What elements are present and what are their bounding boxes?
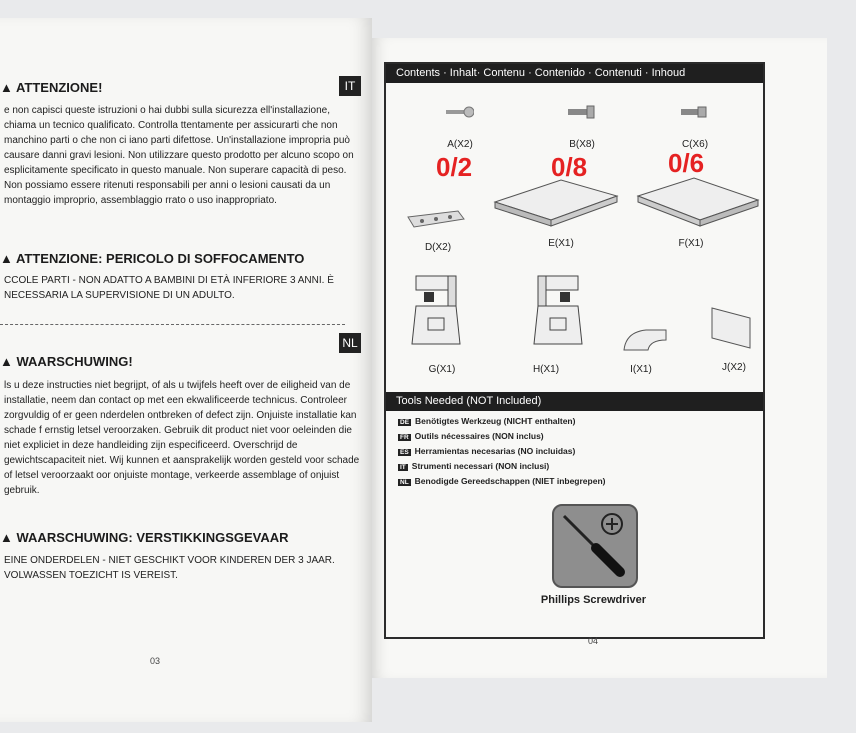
part-label-b: B(X8) (569, 139, 595, 150)
part-label-e: E(X1) (548, 238, 574, 249)
part-count-c: 0/6 (668, 148, 705, 178)
warning-triangle-icon: ▲ (0, 251, 16, 266)
clamp-h-icon (526, 274, 586, 354)
choking-body-it: CCOLE PARTI - NON ADATTO A BAMBINI DI ETÀ INFERIORE 3 ANNI. È NECESSARIA LA SUPERVISIONE DI UN ADULTO. (4, 275, 334, 301)
panel-e-icon (491, 174, 621, 234)
panel-f-icon (634, 174, 764, 234)
choking-heading-it: ▲ ATTENZIONE: PERICOLO DI SOFFOCAMENTO (0, 251, 305, 266)
tools-header: Tools Needed (NOT Included) (386, 392, 763, 411)
part-label-i: I(X1) (630, 364, 652, 375)
warning-heading-it: ▲ ATTENZIONE! (0, 80, 103, 95)
choking-heading-nl: ▲ WAARSCHUWING: VERSTIKKINGSGEVAAR (0, 530, 289, 545)
pad-j-icon (706, 304, 756, 354)
warning-body-nl: ls u deze instructies niet begrijpt, of als u twijfels heeft over de eiligheid van de installatie, neem dan contact op met een ekwalificeerde technicus. Controleer zorgvuldig of er geen nderdelen ontbreken of defect zijn. Onjuiste installatie kan schade f ernstig letsel veroorzaken. Gebruik dit product niet voor oeleinden die niet expliciet in deze handleiding zijn especiﬁceerd. Overschrijd de gewichtscapaciteit niet. Wij kunnen et aansprakelijk worden gesteld voor schade of letsel veroorzaakt oor onjuiste montage, verkeerde assemblage of onjuist gebruik. (4, 380, 360, 496)
part-count-b: 0/8 (551, 152, 588, 182)
page-number-left: 03 (150, 656, 161, 666)
warning-triangle-icon: ▲ (0, 530, 17, 545)
page-number-right: 04 (588, 636, 599, 646)
part-label-g: G(X1) (428, 364, 456, 375)
tools-line-fr: FR Outils nécessaires (NON inclus) (400, 431, 544, 441)
contents-frame (384, 62, 765, 639)
choking-body-nl: EINE ONDERDELEN - NIET GESCHIKT VOOR KINDEREN DER 3 JAAR. VOLWASSEN TOEZICHT IS VEREIST. (4, 555, 335, 581)
screwdriver-tile (552, 504, 638, 588)
tools-line-it: IT Strumenti necessari (NON inclusi) (400, 461, 550, 471)
right-manual-page (372, 38, 827, 678)
tools-line-es: ES Herramientas necesarias (NO incluidas) (400, 446, 576, 456)
warning-triangle-icon: ▲ (0, 80, 16, 95)
screw-a-icon (444, 104, 474, 120)
part-label-c: C(X6) (681, 139, 709, 150)
plate-d-icon (406, 209, 466, 233)
lang-badge-nl: NL (339, 333, 361, 353)
cover-i-icon (620, 326, 670, 354)
phillips-screwdriver-icon (554, 506, 636, 586)
section-divider (0, 324, 345, 325)
part-label-h: H(X1) (532, 364, 560, 375)
part-label-j: J(X2) (722, 362, 746, 373)
part-label-f: F(X1) (678, 238, 704, 249)
warning-triangle-icon: ▲ (0, 354, 17, 369)
left-manual-page (0, 18, 372, 722)
part-label-a: A(X2) (447, 139, 473, 150)
warning-heading-nl: ▲ WAARSCHUWING! (0, 354, 133, 369)
part-label-d: D(X2) (424, 242, 452, 253)
clamp-g-icon (408, 274, 468, 354)
tool-name: Phillips Screwdriver (540, 594, 647, 606)
screw-c-icon (679, 104, 709, 120)
lang-badge-it: IT (339, 76, 361, 96)
screw-b-icon (566, 104, 596, 120)
warning-body-it: e non capisci queste istruzioni o hai dubbi sulla sicurezza ell'installazione, chiama un tecnico qualificato. Controlla ttentamente per assicurarti che non manchino parti o che non ci iano parti difettose. Un'installazione impropria può causare danni gravi lesioni. Non utilizzare questo prodotto per alcuno scopo on esplicitamente specificato in questo manuale. Non superare capacità di peso. Non possiamo essere ritenuti responsabili per anni o lesioni causati da un montaggio improprio, assemblaggio rrato o uso inappropriato. (4, 105, 354, 206)
contents-header: Contents · Inhalt· Contenu · Contenido · Contenuti · Inhoud (386, 64, 763, 83)
tools-line-de: DE Benötigtes Werkzeug (NICHT enthalten) (400, 416, 576, 426)
part-count-a: 0/2 (436, 152, 473, 182)
tools-line-nl: NL Benodigde Gereedschappen (NIET inbegrepen) (400, 476, 606, 486)
